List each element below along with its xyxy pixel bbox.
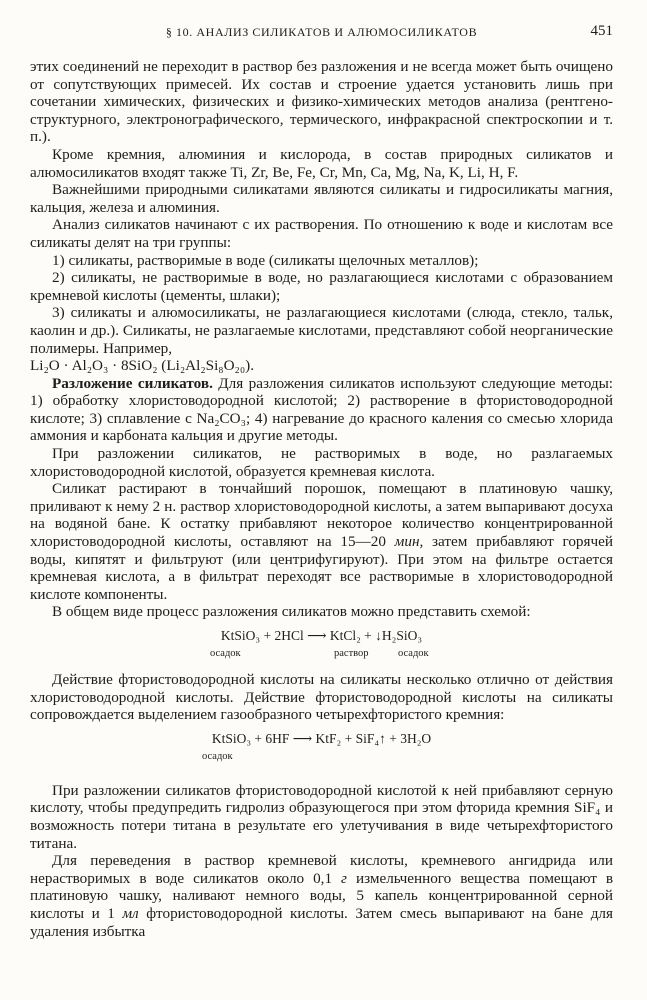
- list-item: [30, 304, 613, 374]
- label-precipitate: осадок: [202, 750, 233, 762]
- list-item: 2) силикаты, не растворимые в воде, но разлагающиеся кислотами с образованием кремневой кислоты (цементы, шлаки);: [30, 269, 613, 304]
- paragraph: В общем виде процесс разложения силикатов можно представить схемой:: [52, 603, 531, 621]
- paragraph: Действие фтористоводородной кислоты на силикаты несколько отлично от действия хлористоводородной кислоты. Действие фтористоводородной кислоты на силикаты сопровождается выделением газообразного четырехфтористого кремния:: [30, 671, 613, 724]
- paragraph: Важнейшими природными силикатами являются силикаты и гидросиликаты магния, кальция, железа и алюминия.: [30, 181, 613, 216]
- running-header: [30, 22, 613, 44]
- equation: KtSiO₃ + 2HCl ⟶ KtCl₂ + ↓H₂SiO₃: [220, 628, 423, 643]
- formula: Li₂O · Al₂O₃ · 8SiO₂: [30, 357, 158, 375]
- paragraph-text: затем прибавляют горячей воды, кипятят и фильтруют (или центрифугируют). При этом на фильтре остается кремневая кислота, а в фильтрат переходят все растворимые в хлористоводородной кислоте компоненты.: [30, 533, 613, 603]
- unit: мл: [122, 904, 139, 922]
- paragraph: этих соединений не переходит в раствор без разложения и не всегда может быть очищено от сопутствующих примесей. Их состав и строение удается установить лишь при сочетании химических, физических и физико-химических методов анализа (рентгено-структурного, электронографического, термического, инфракрасной спектроскопии и т. п.).: [30, 58, 613, 146]
- equation: KtSiO₃ + 6HF ⟶ KtF₂ + SiF₄↑ + 3H₂O: [211, 730, 432, 746]
- paragraph: [30, 480, 613, 603]
- paragraph-text: Для переведения в раствор кремневой кислоты, кремневого ангидрида или нерастворимых в воде силикатов около 0,1: [30, 852, 613, 887]
- unit: г: [341, 869, 347, 887]
- paragraph-text: фтористоводородной кислоты. Затем смесь выпаривают на бане для удаления избытка: [30, 904, 613, 940]
- paragraph-text: Силикат растирают в тончайший порошок, помещают в платиновую чашку, приливают к нему 2 н. раствор хлористоводородной кислоты, а затем выпаривают досуха на водяной бане. К остатку прибавляют некоторое количество концентрированной хлористоводородной кислоты, оставляют на 15—20: [30, 480, 613, 551]
- paragraph-text: Для разложения силикатов используют следующие методы: 1) обработку хлористоводородной кислотой; 2) растворение в фтористоводородной кислоте; 3) сплавление с Na₂CO₃; 4) нагревание до красного каления со смесью хлорида аммония и карбоната кальция и другие методы.: [30, 374, 614, 445]
- list-item-text: 3) силикаты и алюмосиликаты, не разлагающиеся кислотами (слюда, стекло, тальк, каолин и др.). Силикаты, не разлагаемые кислотами, представляют собой неорганические полимеры. Например,: [30, 304, 613, 357]
- label-precipitate: осадок: [398, 648, 429, 659]
- page-body: [30, 58, 613, 940]
- label-solution: раствор: [334, 648, 369, 659]
- formula: (Li₂Al₂Si₈O₂₀).: [161, 357, 255, 375]
- label-precipitate: осадок: [210, 648, 241, 659]
- paragraph: Анализ силикатов начинают с их растворения. По отношению к воде и кислотам все силикаты делят на три группы:: [30, 216, 613, 251]
- equation-labels: [30, 748, 613, 764]
- paragraph: [30, 852, 613, 940]
- reaction-scheme-hf: [30, 730, 613, 764]
- unit: мин,: [394, 533, 424, 551]
- paragraph: При разложении силикатов, не растворимых в воде, но разлагаемых хлористоводородной кислотой, образуется кремневая кислота.: [30, 445, 613, 480]
- section-title: § 10. АНАЛИЗ СИЛИКАТОВ И АЛЮМОСИЛИКАТОВ: [165, 25, 478, 39]
- paragraph: [30, 375, 613, 445]
- paragraph: При разложении силикатов фтористоводородной кислотой к ней прибавляют серную кислоту, чтобы предупредить гидролиз образующегося при этом фторида кремния SiF₄ и возможность потери титана в результате его улетучивания в виде четырехфтористого титана.: [30, 781, 613, 852]
- reaction-scheme-hcl: [30, 627, 613, 661]
- page-number: 451: [590, 23, 613, 39]
- list-item: 1) силикаты, растворимые в воде (силикаты щелочных металлов);: [52, 251, 479, 269]
- paragraph: Кроме кремния, алюминия и кислорода, в состав природных силикатов и алюмосиликатов входят также Ti, Zr, Be, Fe, Cr, Mn, Ca, Mg, Na, K, Li, H, F.: [30, 145, 613, 181]
- subheading: Разложение силикатов.: [52, 374, 213, 392]
- equation-labels: [30, 645, 613, 661]
- paragraph-text: измельченного вещества помещают в платиновую чашку, наливают немного воды, 5 капель концентрированной серной кислоты и 1: [30, 869, 614, 922]
